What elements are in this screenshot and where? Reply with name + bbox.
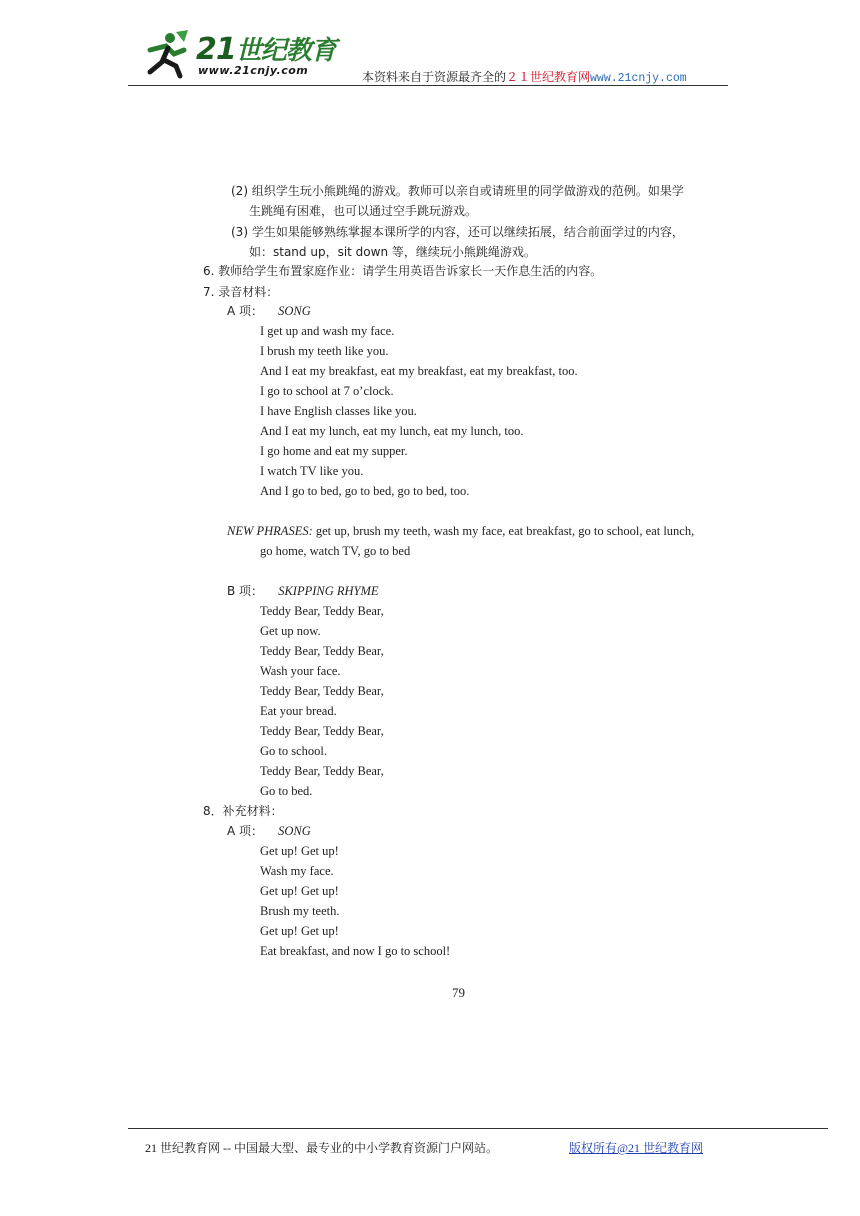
page-number: 79 [452,985,465,1000]
song-line: I watch TV like you. [260,464,364,478]
rhyme-line: Go to bed. [260,784,313,798]
item-2-line-1: (2) 组织学生玩小熊跳绳的游戏。教师可以亲自或请班里的同学做游戏的范例。如果学 [231,184,684,198]
rhyme-line: Eat your bread. [260,704,337,718]
song2-line: Wash my face. [260,864,334,878]
footer-copyright-link[interactable]: 版权所有@21 世纪教育网 [569,1141,704,1155]
song2-line: Get up! Get up! [260,924,339,938]
item-7: 7. 录音材料： [203,285,279,299]
song2-line: Get up! Get up! [260,844,339,858]
header-url[interactable]: www.21cnjy.com [590,72,687,85]
section-a2-heading: A 项： SONG [227,824,311,838]
item-3-line-2: 如：stand up，sit down 等，继续玩小熊跳绳游戏。 [249,245,536,259]
rhyme-line: Teddy Bear, Teddy Bear, [260,644,384,658]
section-a-heading: A 项： SONG [227,304,311,318]
site-logo [140,28,340,80]
new-phrases-line-2: go home, watch TV, go to bed [260,544,411,558]
rhyme-line: Teddy Bear, Teddy Bear, [260,604,384,618]
song-line: I get up and wash my face. [260,324,395,338]
rhyme-line: Go to school. [260,744,328,758]
footer-divider [128,1128,828,1129]
rhyme-line: Teddy Bear, Teddy Bear, [260,764,384,778]
song2-line: Eat breakfast, and now I go to school! [260,944,451,958]
song-line: I go home and eat my supper. [260,444,408,458]
song-line: I have English classes like you. [260,404,417,418]
header-divider [128,85,728,86]
item-6: 6. 教师给学生布置家庭作业：请学生用英语告诉家长一天作息生活的内容。 [203,264,603,278]
song-line: I go to school at 7 o’clock. [260,384,394,398]
running-figure-icon [140,28,192,80]
song2-line: Brush my teeth. [260,904,340,918]
header-site-name: ２１世纪教育网 [506,70,591,84]
rhyme-line: Get up now. [260,624,321,638]
song-line: And I eat my lunch, eat my lunch, eat my lunch, too. [260,424,524,438]
rhyme-line: Wash your face. [260,664,341,678]
item-2-line-2: 生跳绳有困难，也可以通过空手跳玩游戏。 [249,204,478,218]
logo-url: www.21cnjy.com [198,64,309,77]
new-phrases-line-1: NEW PHRASES: get up, brush my teeth, wash my face, eat breakfast, go to school, eat lunch, [227,524,695,538]
song-line: And I go to bed, go to bed, go to bed, too. [260,484,470,498]
item-3-line-1: (3) 学生如果能够熟练掌握本课所学的内容，还可以继续拓展，结合前面学过的内容， [231,225,684,239]
rhyme-line: Teddy Bear, Teddy Bear, [260,684,384,698]
item-8: 8．补充材料： [203,804,283,818]
rhyme-line: Teddy Bear, Teddy Bear, [260,724,384,738]
song2-line: Get up! Get up! [260,884,339,898]
logo-wordmark: 21世纪教育 [196,32,336,67]
song-line: And I eat my breakfast, eat my breakfast, eat my breakfast, too. [260,364,578,378]
header-note: 本资料来自于资源最齐全的２１世纪教育网www.21cnjy.com [362,70,687,85]
section-b-heading: B 项： SKIPPING RHYME [227,584,379,598]
song-line: I brush my teeth like you. [260,344,389,358]
footer-text: 21 世纪教育网 -- 中国最大型、最专业的中小学教育资源门户网站。 [145,1141,498,1155]
